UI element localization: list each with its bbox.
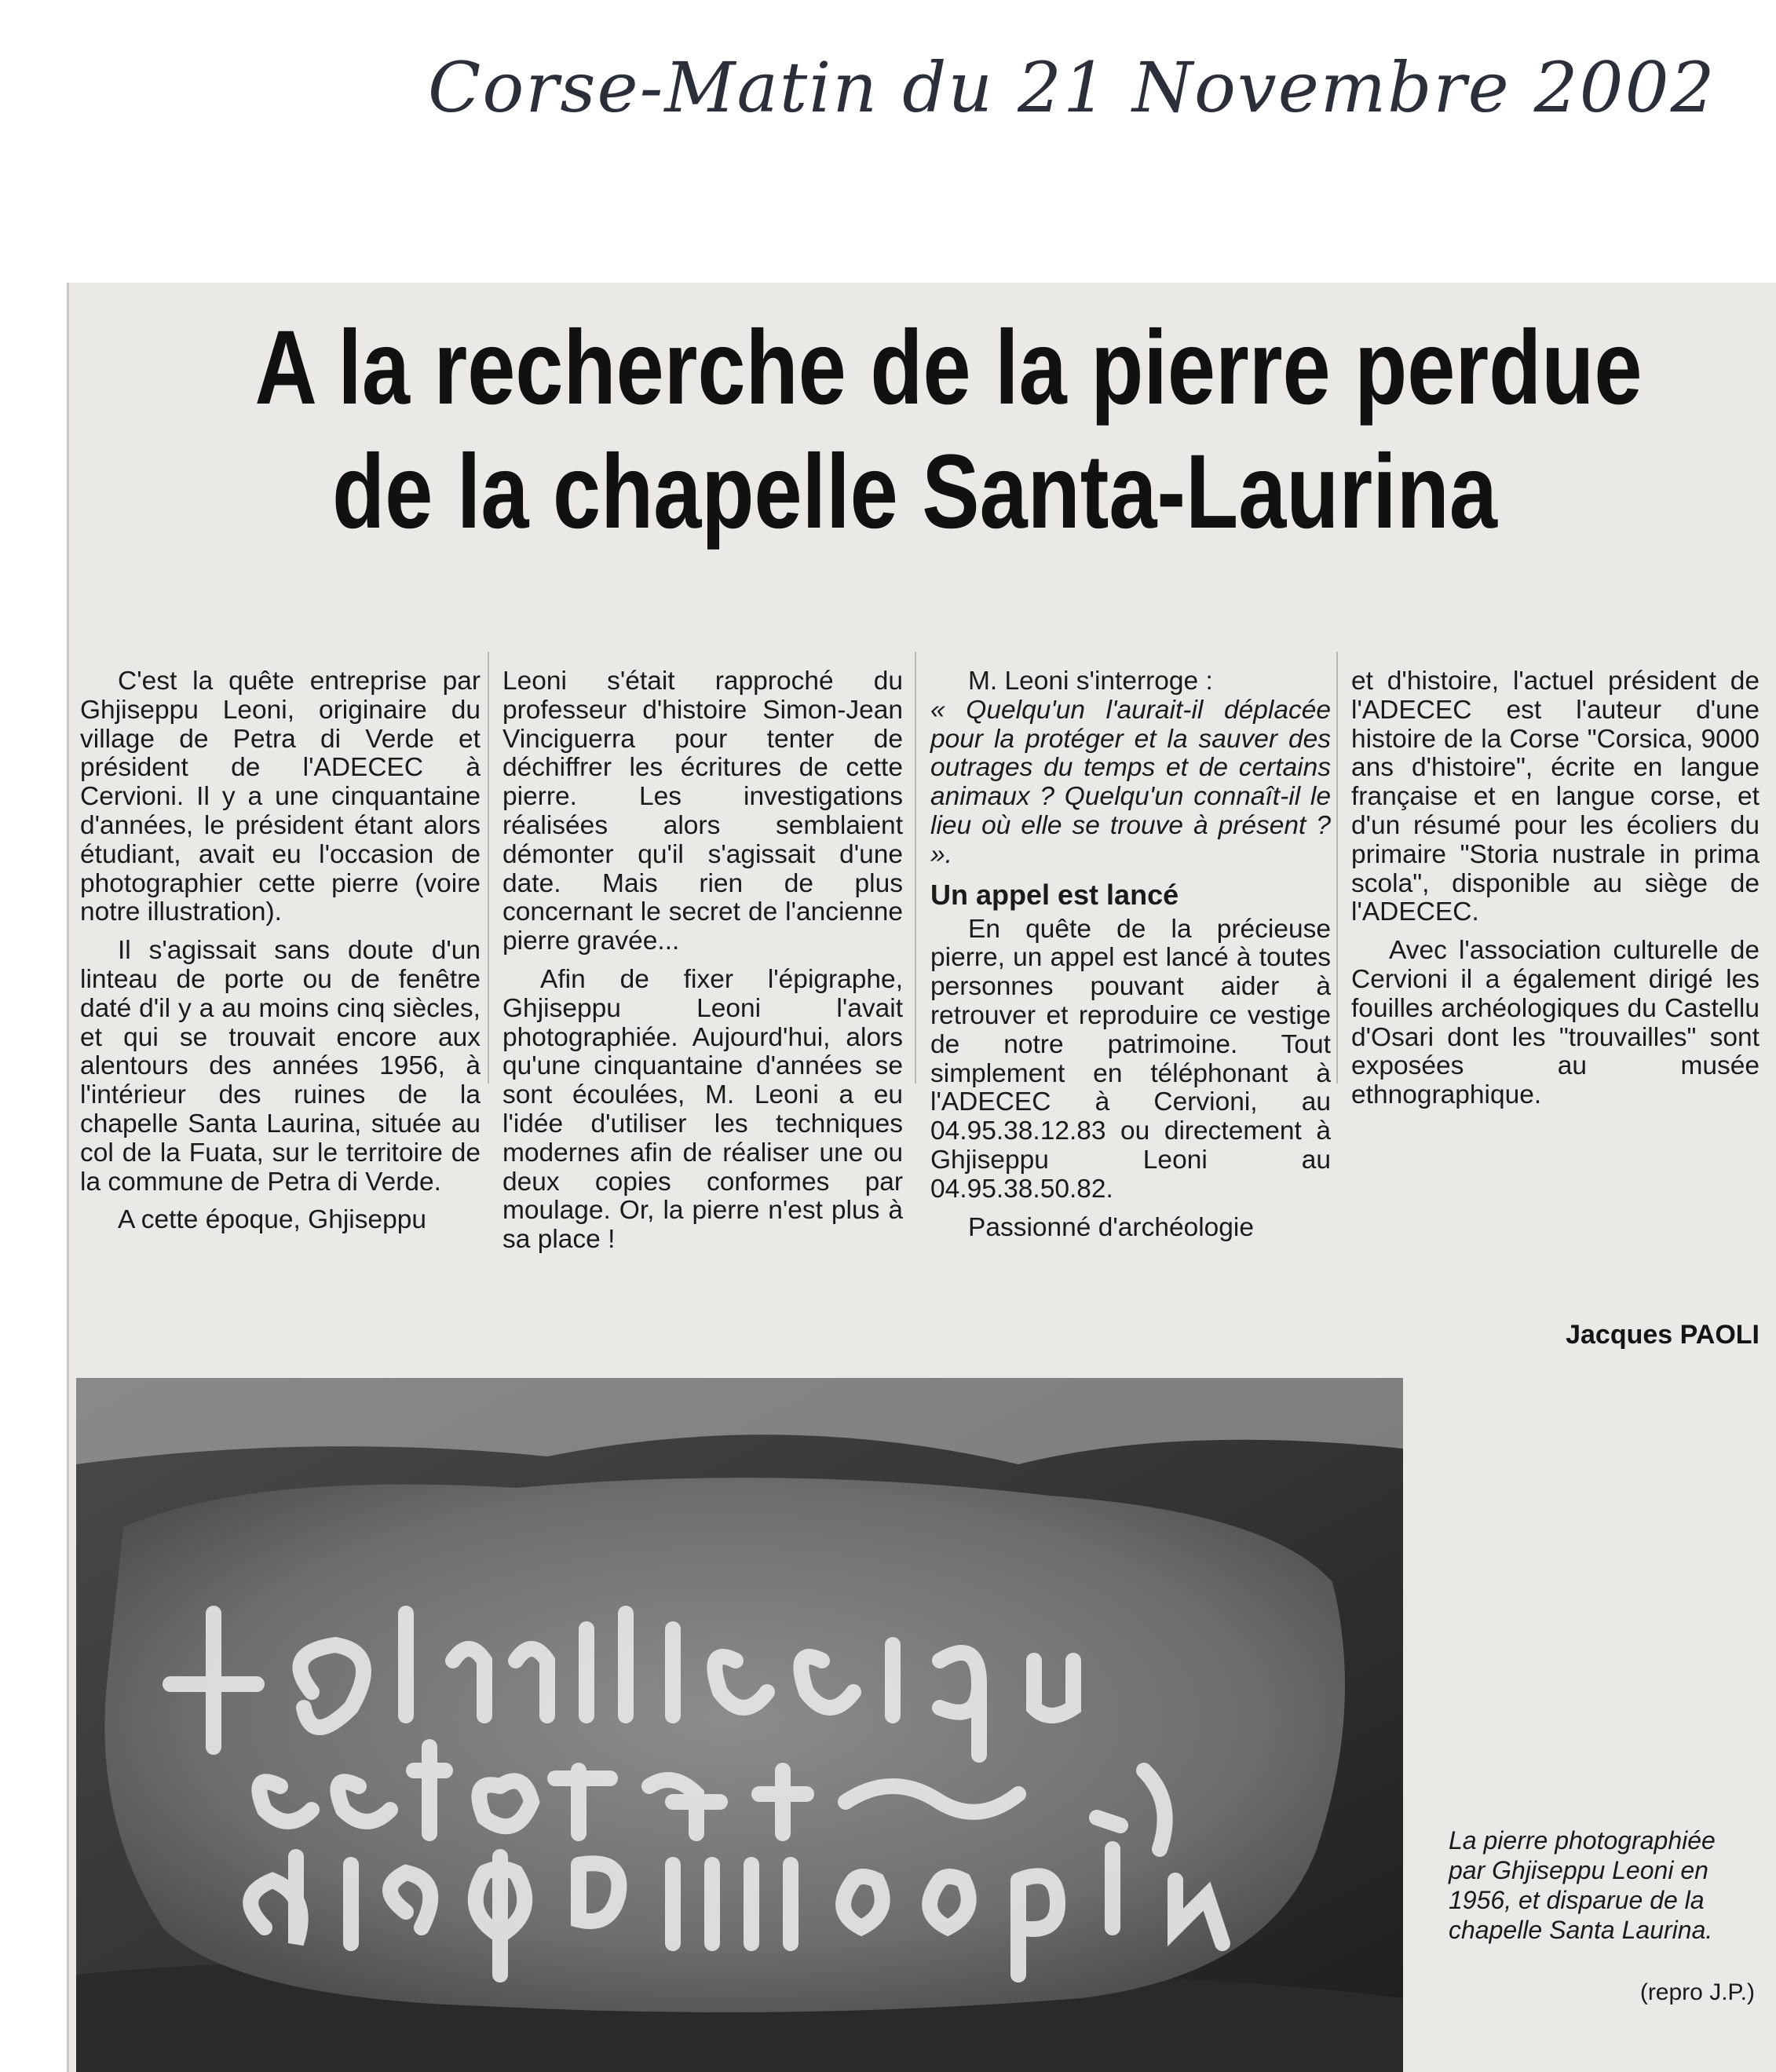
- column-rule: [488, 652, 489, 1084]
- paragraph: Afin de fixer l'épigraphe, Ghjiseppu Leoni l'avait photographiée. Aujourd'hui, alors qu'une cinquantaine d'années se sont écoulées, M. Leoni a eu l'idée d'utiliser les techniques modernes afin de réaliser une ou deux copies conformes par moulage. Or, la pierre n'est plus à sa place !: [502, 964, 903, 1255]
- column-rule: [1336, 652, 1338, 1084]
- paragraph: A cette époque, Ghjiseppu: [118, 1205, 426, 1235]
- paragraph: Passionné d'archéologie: [968, 1212, 1254, 1242]
- article-headline: [254, 306, 1643, 554]
- paragraph: M. Leoni s'interroge :: [968, 667, 1213, 696]
- article-column-1: [80, 667, 481, 1244]
- column-rule: [915, 652, 916, 1084]
- photo-credit: (repro J.P.): [1639, 1979, 1755, 2005]
- paragraph: En quête de la précieuse pierre, un appel est lancé à toutes personnes pouvant aider à retrouver et reproduire ce vestige de notre patrimoine. Tout simplement en téléphonant à l'ADECEC à Cervioni, au 04.95.38.12.83 ou directement à Ghjiseppu Leoni au 04.95.38.50.82.: [930, 914, 1331, 1204]
- paragraph: Avec l'association culturelle de Cervioni il a également dirigé les fouilles archéologiques du Castellu d'Osari dont les "trouvailles" sont exposées au musée ethnographique.: [1351, 936, 1760, 1110]
- stone-photo-image: [76, 1378, 1403, 2072]
- clipping-edge: [67, 283, 69, 2072]
- headline-line-2: de la chapelle Santa-Laurina: [332, 433, 1497, 550]
- paragraph: Il s'agissait sans doute d'un linteau de porte ou de fenêtre daté d'il y a au moins cinq siècles, et qui se trouvait encore aux alentours des années 1956, à l'intérieur des ruines de la chapelle Santa Laurina, située au col de la Fuata, sur le territoire de la commune de Petra di Verde.: [80, 936, 481, 1197]
- article-column-3: [930, 667, 1331, 1252]
- headline-line-1: A la recherche de la pierre perdue: [254, 309, 1643, 426]
- paragraph: et d'histoire, l'actuel président de l'ADECEC est l'auteur d'une histoire de la Corse "Corsica, 9000 ans d'histoire", écrite en langue française et en langue corse, et d'un résumé pour les écoliers du primaire "Storia nustrale in prima scola", disponible au siège de l'ADECEC.: [1351, 667, 1760, 927]
- stone-photograph: [76, 1378, 1403, 2072]
- article-column-2: [502, 667, 903, 1264]
- photo-caption: La pierre photographiée par Ghjiseppu Leoni en 1956, et disparue de la chapelle Santa Laurina.: [1449, 1826, 1716, 1944]
- handwritten-date-note: Corse-Matin du 21 Novembre 2002: [428, 47, 1716, 128]
- newspaper-clipping: [67, 283, 1776, 2072]
- author-signature: Jacques PAOLI: [1566, 1320, 1760, 1350]
- article-column-4: [1351, 667, 1760, 1120]
- subheading: Un appel est lancé: [930, 878, 1179, 911]
- quote-paragraph: « Quelqu'un l'aurait-il déplacée pour la protéger et la sauver des outrages du temps et de certains animaux ? Quelqu'un connaît-il le lieu où elle se trouve à présent ? ».: [930, 695, 1331, 869]
- paragraph: C'est la quête entreprise par Ghjiseppu Leoni, originaire du village de Petra di Verde et président de l'ADECEC à Cervioni. Il y a une cinquantaine d'années, le président étant alors étudiant, avait eu l'occasion de photographier cette pierre (voire notre illustration).: [80, 667, 481, 927]
- paragraph: Leoni s'était rapproché du professeur d'histoire Simon-Jean Vinciguerra pour tenter de déchiffrer les écritures de cette pierre. Les investigations réalisées alors semblaient démonter qu'il s'agissait d'une date. Mais rien de plus concernant le secret de l'ancienne pierre gravée...: [502, 667, 903, 956]
